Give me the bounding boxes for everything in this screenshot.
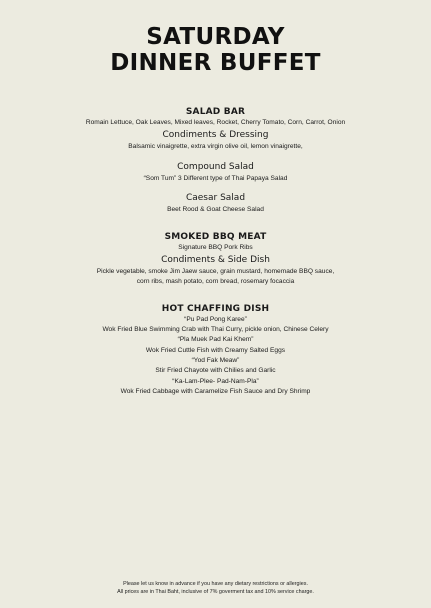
dish-name: “Pu Pad Pong Karee” xyxy=(184,315,247,323)
group-heading: Compound Salad xyxy=(177,161,254,172)
dish-description: Wok Fried Cabbage with Caramelize Fish Sauce and Dry Shrimp xyxy=(120,387,311,395)
page-title-line-1: SATURDAY xyxy=(146,24,285,50)
group-condiments-side-dish xyxy=(10,253,421,288)
group-text-line-2: corn ribs, mash potato, corn bread, rosemary focaccia xyxy=(136,278,295,286)
group-text-line-1: Pickle vegetable, smoke Jim Jaew sauce, grain mustard, homemade BBQ sauce, xyxy=(96,268,335,276)
footer-note xyxy=(0,580,431,596)
group-condiments-dressing xyxy=(10,128,421,152)
page-title xyxy=(0,24,431,76)
group-caesar-salad xyxy=(10,191,421,215)
dish-description: Wok Fried Blue Swimming Crab with Thai Curry, pickle onion, Chinese Celery xyxy=(102,326,329,334)
group-compound-salad xyxy=(10,160,421,184)
footer-line-2: All prices are in Thai Baht, inclusive of 7% goverment tax and 10% service charge. xyxy=(117,589,314,595)
group-text: “Som Tum” 3 Different type of Thai Papaya Salad xyxy=(143,174,288,182)
section-smoked-bbq-meat xyxy=(10,231,421,288)
menu-body xyxy=(10,106,421,397)
footer-line-1: Please let us know in advance if you have any dietary restrictions or allergies. xyxy=(123,581,308,587)
section-heading: HOT CHAFFING DISH xyxy=(161,303,270,314)
section-heading: SALAD BAR xyxy=(185,107,246,117)
dish-description: Wok Fried Cuttle Fish with Creamy Salted Eggs xyxy=(145,346,286,354)
dish-name: “Ka-Lam-Plee- Pad-Nam-Pla” xyxy=(172,377,259,385)
section-hot-chaffing-dish xyxy=(10,303,421,397)
dish-description: Stir Fried Chayote with Chilies and Garlic xyxy=(155,367,276,375)
section-salad-bar xyxy=(10,106,421,216)
salad-bar-items: Romain Lettuce, Oak Leaves, Mixed leaves, Rocket, Cherry Tomato, Corn, Carrot, Onion xyxy=(85,119,346,126)
group-heading: Caesar Salad xyxy=(185,193,246,204)
dish-name: “Yod Fak Meaw” xyxy=(191,357,240,365)
page-title-line-2: DINNER BUFFET xyxy=(110,50,321,76)
section-heading: SMOKED BBQ MEAT xyxy=(164,231,267,242)
dish-name: “Pla Muek Pad Kai Khem” xyxy=(177,336,254,344)
group-heading: Condiments & Side Dish xyxy=(161,255,270,266)
group-text: Beet Rood & Goat Cheese Salad xyxy=(167,206,264,214)
group-heading: Condiments & Dressing xyxy=(162,130,269,141)
bbq-items: Signature BBQ Pork Ribs xyxy=(178,243,253,251)
group-text: Balsamic vinaigrette, extra virgin olive oil, lemon vinaigrette, xyxy=(128,143,303,151)
